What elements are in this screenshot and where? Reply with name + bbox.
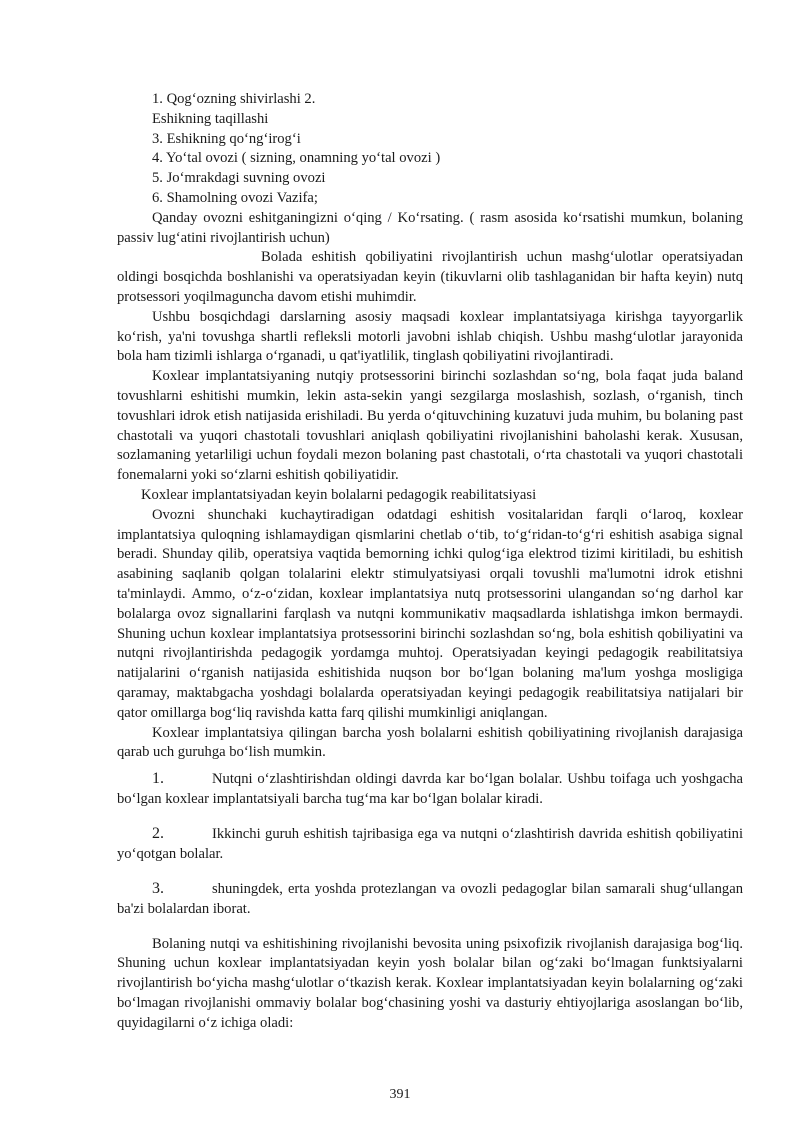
groups-list	[117, 769, 743, 920]
sound-list	[117, 90, 743, 209]
list-item: 6. Shamolning ovozi Vazifa;	[152, 189, 318, 206]
paragraph-preop: Bolada eshitish qobiliyatini rivojlantirish uchun mashg‘ulotlar operatsiyadan oldingi bosqichda boshlanishi va operatsiyadan keyin (tikuvlarni olib tashlaganidan bir hafta keyin) nutq protsessori yoqilmaguncha davom etishi muhimdir.	[117, 249, 743, 305]
item-text: Ikkinchi guruh eshitish tajribasiga ega va nutqni o‘zlashtirish davrida eshitish qobiliyatini yo‘qotgan bolalar.	[117, 826, 743, 863]
item-number: 2.	[152, 825, 164, 843]
section-heading: Koxlear implantatsiyadan keyin bolalarni pedagogik reabilitatsiyasi	[141, 486, 537, 503]
paragraph-task: Qanday ovozni eshitganingizni o‘qing / Ko‘rsating. ( rasm asosida ko‘rsatishi mumkun, bolaning passiv lug‘atini rivojlantirish uchun)	[117, 209, 743, 246]
list-item: 5. Jo‘mrakdagi suvning ovozi	[152, 170, 326, 187]
item-number: 1.	[152, 770, 164, 788]
numbered-item	[117, 824, 743, 865]
list-item: 1. Qog‘ozning shivirlashi 2.	[152, 91, 316, 107]
paragraph-processor: Koxlear implantatsiyaning nutqiy protsessorini birinchi sozlashdan so‘ng, bola faqat juda baland tovushlarni eshitishi mumkin, lekin asta-sekin yangi sezgilarga moslashish, sozlash, o‘rganish, tinch tovushlari idrok etish natijasida erishiladi. Bu yerda o‘qituvchining kuzatuvi juda muhim, bu bolaning past chastotali va yuqori chastotali tovushlari aniqlash qobiliyatini rivojlanishini baholashi kerak. Xususan, sozlamaning yetarliligi uchun foydali mezon bolaning past chastotali, o‘rta chastotali va yuqori chastotali fonemalarni yoki so‘zlarni eshitish qobiliyatidir.	[117, 368, 743, 484]
paragraph-groups: Koxlear implantatsiya qilingan barcha yosh bolalarni eshitish qobiliyatining rivojlanish darajasiga qarab uch guruhga bo‘lish mumkin.	[117, 724, 743, 761]
item-text: shuningdek, erta yoshda protezlangan va ovozli pedagoglar bilan samarali shug‘ullangan ba'zi bolalardan iborat.	[117, 881, 743, 918]
paragraph-development: Bolaning nutqi va eshitishining rivojlanishi bevosita uning psixofizik rivojlanish darajasiga bog‘liq. Shuning uchun koxlear implantatsiyadan keyin yosh bolalar bilan og‘zaki bo‘lmagan funktsiyalarni rivojlantirish bo‘yicha mashg‘ulotlar o‘tkazish kerak. Koxlear implantatsiyadan keyin bolalarning og‘zaki bo‘lmagan rivojlanishi ommaviy bolalar bog‘chasining yoshi va dasturiy ehtiyojlariga asoslangan bo‘lib, quyidagilarni o‘z ichiga oladi:	[117, 935, 743, 1031]
document-page	[117, 90, 743, 1034]
numbered-item	[117, 769, 743, 810]
list-item: 3. Eshikning qo‘ng‘irog‘i	[152, 130, 301, 147]
item-text: Nutqni o‘zlashtirishdan oldingi davrda kar bo‘lgan bolalar. Ushbu toifaga uch yoshgacha bo‘lgan koxlear implantatsiyali barcha tug‘ma kar bo‘lgan bolalar kiradi.	[117, 771, 743, 807]
page-number: 391	[389, 1087, 411, 1102]
list-item: 4. Yo‘tal ovozi ( sizning, onamning yo‘tal ovozi )	[152, 150, 441, 167]
list-item: Eshikning taqillashi	[152, 110, 269, 127]
paragraph-implant: Ovozni shunchaki kuchaytiradigan odatdagi eshitish vositalaridan farqli o‘laroq, koxlear implantatsiya quloqning ishlamaydigan qismlarini chetlab o‘tib, to‘g‘ridan-to‘g‘ri eshitish asabiga signal beradi. Shunday qilib, operatsiya vaqtida bemorning ichki qulog‘iga elektrod tizimi kiritiladi, bu eshitish asabining saqlanib qolgan tolalarini elektr stimulyatsiyasi orqali tovushli ma'lumotni idrok etishni ta'minlaydi. Ammo, o‘z-o‘zidan, koxlear implantatsiya nutq protsessorini ulangandan so‘ng darhol kar bolalarga ovoz signallarini farqlash va nutqni kommunikativ maqsadlarda ishlatishga imkon bermaydi. Shuning uchun koxlear implantatsiya protsessorini birinchi sozlashdan so‘ng, bola eshitish qobiliyatini va nutqni rivojlantirishda pedagogik yordamga muhtoj. Operatsiyadan keyingi pedagogik reabilitatsiya natijalarini o‘rganish natijasida eshitishida nuqson bor bo‘lgan bolaning ma'lum yoshga mosligiga qaramay, maktabgacha yoshdagi bolalarda operatsiyadan keyingi pedagogik reabilitatsiya natijalari bir qator omillarga bog‘liq ravishda katta farq qilishi mumkinligi aniqlangan.	[117, 506, 743, 721]
numbered-item	[117, 879, 743, 920]
item-number: 3.	[152, 880, 164, 898]
paragraph-goal: Ushbu bosqichdagi darslarning asosiy maqsadi koxlear implantatsiyaga kirishga tayyorgarlik ko‘rish, ya'ni tovushga shartli refleksli motorli javobni ishlab chiqish. Ushbu mashg‘ulotlar jarayonida bola ham tizimli ishlarga o‘rganadi, u qat'iyatlilik, tinglash qobiliyatini rivojlantiradi.	[117, 308, 743, 365]
